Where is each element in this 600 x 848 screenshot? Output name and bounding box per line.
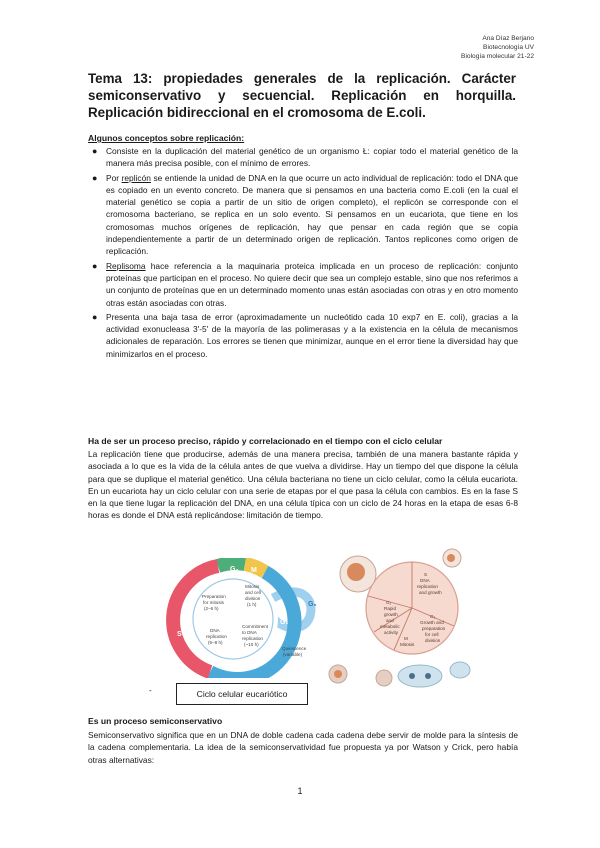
cell-cycle-pie-figure (324, 548, 474, 688)
pie-m-2: Mitosis (400, 642, 415, 647)
institution: Biotecnología UV (483, 44, 534, 51)
pie-g2-4: for cell (425, 632, 439, 637)
pie-g1-6: activity (384, 630, 399, 635)
bullet-icon: ● (92, 146, 98, 156)
pie-g2-3: preparation (422, 626, 446, 631)
list-item: ● Consiste en la duplicación del material genético de un organismo Ł: copiar todo el material genético de la manera más precisa posible, con el mínimo de errores. (92, 146, 518, 169)
author-name: Ana Díaz Berjano (482, 35, 534, 42)
concepts-list (92, 145, 518, 362)
m-label: M (251, 567, 257, 574)
cell-illustration (376, 670, 392, 686)
mitosis-4: (1 h) (247, 602, 257, 607)
dna-rep-3: (6–8 h) (208, 640, 223, 645)
paragraph-cell-cycle: La replicación tiene que producirse, además de una manera precisa, también de una manera bastante rápida y asociada a lo que es la vida de la célula antes de que vuelva a dividirse. Hay un tiempo del que dispone la célula para que se duplique el material genético. Una célula bacteriana no tiene un ciclo celular, como la célula eucariota. En un eucariota hay un ciclo celular con una serie de etapas por el que pasa la célula con cambios. Es en la fase S en la que tiene lugar la replicación del DNA, en una célula típica con un ciclo de 24 horas en la etapa de esas 6-8 horas es donde el DNA está replicándose: limitación de tiempo. (88, 449, 518, 521)
g0-label: G₀ (308, 601, 317, 608)
pie-g1-2: Rapid (384, 606, 397, 611)
pie-s-3: replication (417, 584, 438, 589)
pie-g2-1: G₂ (430, 614, 436, 619)
pie-g2-2: Growth and (420, 620, 444, 625)
pie-g1-1: G₁ (386, 600, 392, 605)
paragraph-semiconservative: Semiconservativo significa que en un DNA de doble cadena cada cadena debe servir de molde para la síntesis de la cadena complementaria. La idea de la semiconservatividad fue propuesta ya por Watson y Crick, pero había otras alternativas: (88, 730, 518, 765)
pie-g1-5: metabolic (380, 624, 400, 629)
bullet-icon: ● (92, 311, 98, 322)
commitment-3: replication (242, 636, 263, 641)
list-item: ● Replisoma hace referencia a la maquinaria proteica implicada en un proceso de replicación: conjunto proteínas que participan en el proceso. No quiere decir que sea un complejo estable, sino que nos referimos a un conjunto de proteínas que en un determinado momento unas están asociadas con otras y en otro momento otras están asociadas con otras. (92, 260, 518, 308)
list-item: ● Por replicón se entiende la unidad de DNA en la que ocurre un acto individual de replicación: todo el DNA que es copiado en un evento concreto. De manera que si pensamos en una bacteria como E.coli (en la cual el material genético se copia a partir de un sitio de origen completo), el replicón se corresponde con el cromosoma bacteriano, se replica en un solo evento. Si pensamos en un eucariota, que tiene en los cromosomas muchos orígenes de replicación, hay que pensar en cada región que se copia independientemente a partir de un determinado origen de replicación. Tantos replicones como origen de replicación. (92, 172, 518, 257)
prep-mitosis-3: (2–6 h) (204, 606, 219, 611)
section-heading-semiconservative: Es un proceso semiconservativo (88, 716, 223, 726)
page-title: Tema 13: propiedades generales de la replicación. Carácter semiconservativo y secuencial. Replicación en horquilla. Replicación bidireccional en el cromosoma de E.coli. (88, 71, 516, 120)
pie-s-1: S (424, 572, 428, 577)
section-heading-concepts: Algunos conceptos sobre replicación: (88, 133, 245, 143)
nucleus-illustration (334, 670, 342, 678)
g1-label: G₁ (280, 619, 289, 626)
commitment-2: to DNA (242, 630, 257, 635)
prep-mitosis-2: for mitosis (203, 600, 224, 605)
mitosis-1: Mitosis (245, 584, 260, 589)
pie-g1-4: and (386, 618, 394, 623)
term-replisoma: Replisoma (106, 260, 146, 271)
bullet-icon: ● (92, 260, 98, 271)
page-header (461, 34, 534, 61)
quiescence-2: (variable) (283, 652, 303, 657)
dividing-cell-illustration (398, 665, 442, 687)
caption-dash: - (149, 686, 152, 695)
page-number: 1 (297, 786, 303, 796)
commitment-4: (~10 h) (244, 642, 259, 647)
figure-caption: Ciclo celular eucariótico (176, 683, 308, 705)
dividing-cell-illustration (450, 662, 470, 678)
section-heading-cell-cycle: Ha de ser un proceso preciso, rápido y correlacionado en el tiempo con el ciclo celular (88, 436, 443, 446)
course-name: Biología molecular 21-22 (461, 53, 534, 60)
chromosome-illustration (425, 673, 431, 679)
cell-cycle-diagram (150, 558, 320, 678)
pie-s-4: and growth (419, 590, 442, 595)
s-label: S (177, 631, 182, 638)
g2-label: G₂ (230, 566, 239, 573)
pie-s-2: DNA (420, 578, 430, 583)
prep-mitosis-1: Preparation (202, 594, 226, 599)
mitosis-3: division (245, 596, 261, 601)
dna-rep-2: replication (206, 634, 227, 639)
list-item: ● Presenta una baja tasa de error (aproximadamente un nucleótido cada 10 exp7 en E. coli), gracias a la actividad exonucleasa 3'-5' de la mayoría de las polimerasas y a la existencia en la célula de mecanismos adicionales de reparación. Los errores se tienen que minimizar, aunque en el error tiene la diversidad hay que minimizarlos en el proceso. (92, 311, 518, 359)
term-replicon: replicón (121, 172, 151, 183)
dna-rep-1: DNA (210, 628, 220, 633)
nucleus-illustration (447, 554, 455, 562)
bullet-icon: ● (92, 172, 98, 183)
nucleus-illustration (347, 563, 365, 581)
quiescence-1: Quiescence (282, 646, 307, 651)
mitosis-2: and cell (245, 590, 261, 595)
pie-g1-3: growth (384, 612, 398, 617)
pie-m-1: M (404, 636, 408, 641)
ring-center (188, 574, 278, 664)
chromosome-illustration (409, 673, 415, 679)
commitment-1: Commitment (242, 624, 269, 629)
pie-g2-5: division (425, 638, 441, 643)
